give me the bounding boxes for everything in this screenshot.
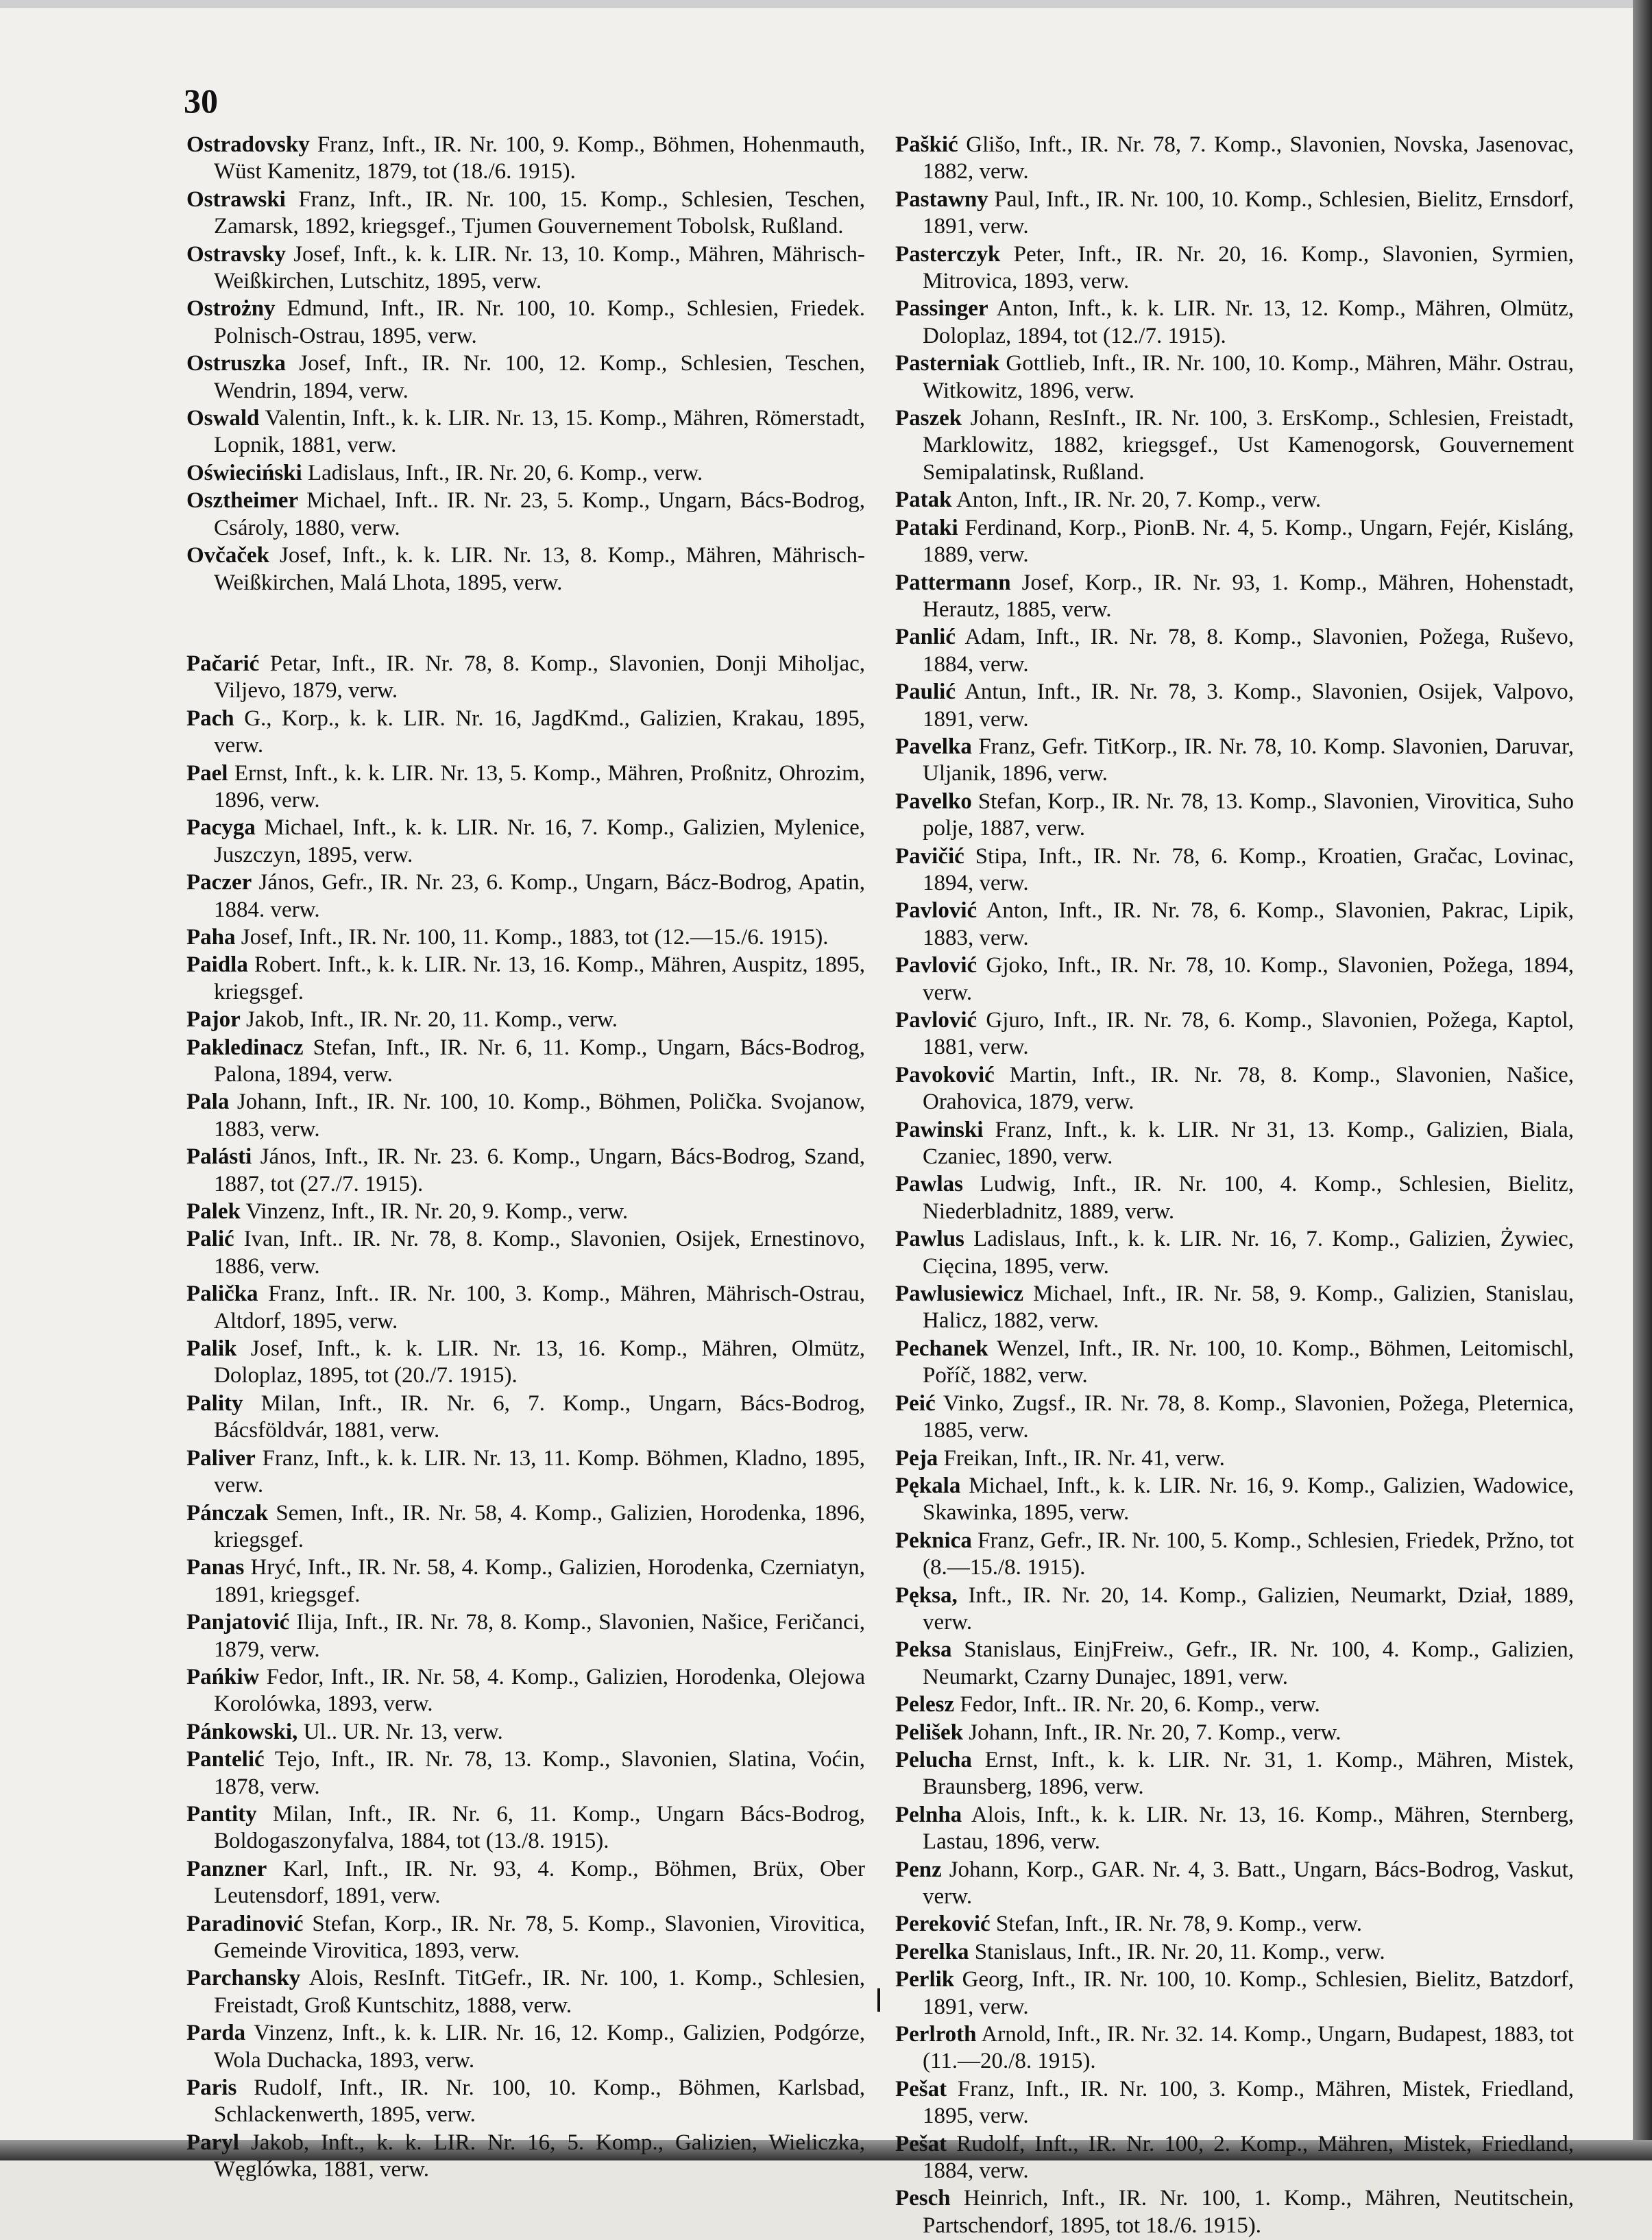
entry-details: Edmund, Inft., IR. Nr. 100, 10. Komp., Schlesien, Friedek. Polnisch-Ostrau, 1895, verw. [214,296,865,348]
casualty-entry [895,952,1574,1007]
casualty-entry [895,1747,1574,1801]
entry-surname: Pality [186,1390,243,1416]
entry-surname: Peja [895,1445,938,1471]
casualty-entry [895,570,1574,624]
entry-details: Franz, Inft., IR. Nr. 100, 15. Komp., Schlesien, Teschen, Zamarsk, 1892, kriegsgef., Tjumen Gouvernement Tobolsk, Rußland. [214,186,866,239]
entry-surname: Patak [895,487,952,513]
entry-details: Johann, Korp., GAR. Nr. 4, 3. Batt., Ungarn, Bács-Bodrog, Vaskut, verw. [923,1857,1574,1909]
casualty-entry [186,1719,865,1746]
entry-surname: Pantity [186,1801,257,1827]
entry-details: Valentin, Inft., k. k. LIR. Nr. 13, 15. Komp., Mähren, Römerstadt, Lopnik, 1881, verw. [214,406,865,458]
casualty-entry [186,1281,865,1335]
entry-details: Semen, Inft., IR. Nr. 58, 4. Komp., Galizien, Horodenka, 1896, kriegsgef. [214,1500,866,1552]
casualty-entry [895,1062,1574,1116]
entry-details: Stefan, Korp., IR. Nr. 78, 13. Komp., Slavonien, Virovitica, Suho polje, 1887, verw. [923,788,1574,841]
entry-surname: Pesch [895,2186,951,2211]
entry-details: Ladislaus, Inft., IR. Nr. 20, 6. Komp., verw. [307,460,703,485]
entry-details: Vinzenz, Inft., IR. Nr. 20, 9. Komp., verw. [245,1199,629,1225]
entry-surname: Paškić [895,132,958,157]
entry-details: Alois, Inft., k. k. LIR. Nr. 13, 16. Komp., Mähren, Sternberg, Lastau, 1896, verw. [923,1802,1574,1855]
entry-surname: Paidla [186,952,248,978]
casualty-entry [895,843,1574,898]
casualty-entry [895,788,1574,843]
entry-surname: Pawlusiewicz [895,1281,1023,1307]
casualty-entry [895,1336,1574,1390]
entry-surname: Paryl [186,2130,239,2155]
casualty-entry [186,1554,865,1609]
entry-details: Ludwig, Inft., IR. Nr. 100, 4. Komp., Schlesien, Bielitz, Niederbladnitz, 1889, verw. [923,1172,1574,1224]
entry-surname: Passinger [895,296,988,322]
entry-surname: Pavelko [895,788,972,814]
entry-surname: Pajor [186,1007,241,1033]
casualty-entry [186,952,865,1006]
casualty-entry [895,624,1574,678]
entry-details: Michael, Inft.. IR. Nr. 23, 5. Komp., Ungarn, Bács-Bodrog, Csároly, 1880, verw. [214,488,865,540]
entry-details: Ernst, Inft., k. k. LIR. Nr. 13, 5. Komp., Mähren, Proßnitz, Ohrozim, 1896, verw. [214,760,866,812]
entry-surname: Pešat [895,2131,947,2156]
entry-surname: Osztheimer [186,488,299,514]
entry-details: Jakob, Inft., IR. Nr. 20, 11. Komp., verw. [246,1007,618,1033]
entry-surname: Panjatović [186,1610,290,1635]
casualty-entry [895,1857,1574,1911]
casualty-entry [895,734,1574,788]
casualty-entry [895,1226,1574,1280]
entry-details: Franz, Inft., IR. Nr. 100, 9. Komp., Böhmen, Hohenmauth, Wüst Kamenitz, 1879, tot (18./6. 1915). [214,132,865,184]
entry-details: Fedor, Inft.. IR. Nr. 20, 6. Komp., verw. [960,1692,1320,1718]
entry-surname: Pánczak [186,1500,269,1526]
entry-details: Arnold, Inft., IR. Nr. 32. 14. Komp., Ungarn, Budapest, 1883, tot (11.—20./8. 1915). [923,2022,1574,2074]
entry-surname: Paha [186,924,236,950]
entry-details: Karl, Inft., IR. Nr. 93, 4. Komp., Böhmen, Brüx, Ober Leutensdorf, 1891, verw. [214,1856,866,1909]
entry-details: Petar, Inft., IR. Nr. 78, 8. Komp., Slavonien, Donji Miholjac, Viljevo, 1879, verw. [214,651,865,703]
entry-surname: Pánkowski, [186,1719,298,1744]
casualty-entry [186,924,865,951]
entry-surname: Paulić [895,679,956,705]
entry-surname: Pelucha [895,1747,972,1772]
casualty-entry [186,1801,865,1855]
casualty-entry [895,1720,1574,1746]
entry-surname: Palásti [186,1144,252,1170]
entry-details: Inft., IR. Nr. 20, 14. Komp., Galizien, Neumarkt, Dział, 1889, verw. [923,1582,1575,1635]
entry-details: Michael, Inft., k. k. LIR. Nr. 16, 9. Komp., Galizien, Wadowice, Skawinka, 1895, verw. [923,1473,1574,1526]
casualty-entry [186,405,865,459]
entry-surname: Pattermann [895,570,1011,595]
casualty-entry [186,2130,865,2184]
casualty-entry [186,1007,865,1033]
scan-top-edge [0,0,1652,8]
casualty-entry [186,241,865,296]
entry-details: Josef, Inft., IR. Nr. 100, 11. Komp., 1883, tot (12.—15./6. 1915). [241,924,829,950]
casualty-entry [895,1691,1574,1718]
entry-details: Adam, Inft., IR. Nr. 78, 8. Komp., Slavonien, Požega, Ruševo, 1884, verw. [923,625,1574,677]
entry-surname: Ostravsky [186,241,286,267]
entry-surname: Pach [186,706,234,731]
entry-details: Milan, Inft., IR. Nr. 6, 7. Komp., Ungarn, Bács-Bodrog, Bácsföldvár, 1881, verw. [214,1390,865,1443]
entry-surname: Ostrożny [186,296,276,322]
casualty-entry [186,1746,865,1801]
entry-surname: Perlroth [895,2022,977,2047]
entry-details: Vinko, Zugsf., IR. Nr. 78, 8. Komp., Slavonien, Požega, Pleternica, 1885, verw. [923,1390,1574,1443]
entry-details: Milan, Inft., IR. Nr. 6, 11. Komp., Ungarn Bács-Bodrog, Boldogaszonyfalva, 1884, tot (13./8. 1915). [214,1801,866,1854]
entry-surname: Ostrawski [186,186,286,212]
entry-surname: Palička [186,1281,258,1307]
casualty-entry [186,2075,865,2129]
entry-details: Georg, Inft., IR. Nr. 100, 10. Komp., Schlesien, Bielitz, Batzdorf, 1891, verw. [923,1967,1575,2019]
casualty-entry [186,760,865,815]
casualty-entry [186,1089,865,1143]
left-column [186,132,865,2184]
right-column [895,132,1574,2240]
page-number: 30 [184,82,218,120]
casualty-entry [895,1637,1574,1691]
casualty-entry [186,186,865,241]
entry-details: Freikan, Inft., IR. Nr. 41, verw. [943,1445,1225,1471]
entry-surname: Pael [186,760,228,786]
entry-details: Anton, Inft., IR. Nr. 20, 7. Komp., verw. [956,487,1322,513]
entry-details: Stanislaus, EinjFreiw., Gefr., IR. Nr. 100, 4. Komp., Galizien, Neumarkt, Czarny Dunajec, 1891, verw. [923,1637,1575,1689]
entry-details: Stefan, Inft., IR. Nr. 78, 9. Komp., verw. [995,1912,1362,1937]
entry-surname: Pęksa, [895,1582,958,1608]
casualty-entry [186,132,865,186]
casualty-entry [895,2131,1574,2185]
entry-details: Ul.. UR. Nr. 13, verw. [303,1719,503,1744]
entry-surname: Palek [186,1199,241,1225]
entry-details: Robert. Inft., k. k. LIR. Nr. 13, 16. Komp., Mähren, Auspitz, 1895, kriegsgef. [214,952,865,1004]
entry-details: Vinzenz, Inft., k. k. LIR. Nr. 16, 12. Komp., Galizien, Podgórze, Wola Duchacka, 1893, verw. [214,2021,865,2073]
entry-surname: Oświeciński [186,460,302,485]
casualty-entry [895,1582,1574,1637]
entry-details: Rudolf, Inft., IR. Nr. 100, 2. Komp., Mähren, Mistek, Friedland, 1884, verw. [923,2131,1575,2184]
entry-surname: Pawlus [895,1227,964,1252]
entry-details: Anton, Inft., k. k. LIR. Nr. 13, 12. Komp., Mähren, Olmütz, Doloplaz, 1894, tot (12./7. 1915). [923,296,1574,348]
entry-surname: Paszek [895,406,962,431]
entry-surname: Pastawny [895,186,988,212]
casualty-entry [186,1856,865,1910]
entry-details: Gottlieb, Inft., IR. Nr. 100, 10. Komp., Mähren, Mähr. Ostrau, Witkowitz, 1896, verw. [923,351,1575,403]
entry-surname: Paczer [186,870,252,895]
entries-o-section [186,132,865,597]
entry-details: Antun, Inft., IR. Nr. 78, 3. Komp., Slavonien, Osijek, Valpovo, 1891, verw. [923,679,1574,732]
casualty-entry [895,1966,1574,2021]
entry-surname: Pataki [895,515,958,540]
entry-details: Johann, ResInft., IR. Nr. 100, 3. ErsKomp., Schlesien, Freistadt, Marklowitz, 1882, kriegsgef., Ust Kamenogorsk, Gouvernement Semipalatinsk, Rußland. [923,406,1574,485]
entry-surname: Pękala [895,1473,961,1498]
casualty-entry [895,679,1574,733]
entry-surname: Penz [895,1857,942,1882]
entry-details: Stanislaus, Inft., IR. Nr. 20, 11. Komp., verw. [974,1939,1385,1964]
section-gap [186,597,865,651]
entry-surname: Panlić [895,625,956,650]
entry-surname: Perelka [895,1939,969,1964]
entry-surname: Pańkiw [186,1664,260,1689]
casualty-entry [186,1664,865,1718]
casualty-entry [895,1802,1574,1856]
entry-details: Michael, Inft., k. k. LIR. Nr. 16, 7. Komp., Galizien, Mylenice, Juszczyn, 1895, verw. [214,815,866,867]
entry-surname: Pelišek [895,1720,963,1745]
entry-details: Gjuro, Inft., IR. Nr. 78, 6. Komp., Slavonien, Požega, Kaptol, 1881, verw. [923,1008,1575,1060]
entry-surname: Pacyga [186,815,256,841]
entry-surname: Pelesz [895,1692,955,1718]
entry-details: Stefan, Inft., IR. Nr. 6, 11. Komp., Ungarn, Bács-Bodrog, Palona, 1894, verw. [214,1035,865,1087]
entry-surname: Palić [186,1227,234,1252]
entry-details: Ernst, Inft., k. k. LIR. Nr. 31, 1. Komp., Mähren, Mistek, Braunsberg, 1896, verw. [923,1747,1575,1800]
casualty-entry [186,1199,865,1225]
entry-details: Josef, Inft., k. k. LIR. Nr. 13, 8. Komp., Mähren, Mährisch-Weißkirchen, Malá Lhota, 1895, verw. [214,543,865,595]
casualty-entry [895,2185,1574,2239]
entry-details: Tejo, Inft., IR. Nr. 78, 13. Komp., Slavonien, Slatina, Voćin, 1878, verw. [214,1747,866,1799]
entry-surname: Parda [186,2021,246,2046]
casualty-entry [186,815,865,869]
casualty-entry [186,1445,865,1500]
casualty-entry [895,132,1574,186]
scan-right-edge [1633,0,1652,2160]
entry-surname: Pechanek [895,1336,988,1361]
casualty-entry [186,651,865,705]
entry-surname: Pavoković [895,1062,995,1087]
entry-details: Michael, Inft., IR. Nr. 58, 9. Komp., Galizien, Stanislau, Halicz, 1882, verw. [923,1281,1575,1334]
entry-surname: Pavlović [895,1008,977,1033]
casualty-entry [186,1500,865,1554]
casualty-entry [186,2020,865,2074]
entry-details: Jakob, Inft., k. k. LIR. Nr. 16, 5. Komp., Galizien, Wieliczka, Węglówka, 1881, verw. [214,2130,865,2182]
casualty-entry [895,2076,1574,2130]
casualty-entry [895,1445,1574,1472]
entry-surname: Pawlas [895,1172,963,1197]
casualty-entry [186,1144,865,1198]
entry-details: Martin, Inft., IR. Nr. 78, 8. Komp., Slavonien, Našice, Orahovica, 1879, verw. [923,1062,1575,1115]
casualty-entry [895,1939,1574,1966]
casualty-entry [895,405,1574,486]
casualty-entry [895,2021,1574,2075]
casualty-entry [186,1965,865,2019]
entry-details: Alois, ResInft. TitGefr., IR. Nr. 100, 1. Komp., Schlesien, Freistadt, Groß Kuntschitz, 1888, verw. [214,1966,865,2018]
casualty-entry [895,1117,1574,1171]
casualty-entry [186,1390,865,1445]
entry-details: Franz, Inft., k. k. LIR. Nr. 13, 11. Komp. Böhmen, Kladno, 1895, verw. [214,1445,865,1498]
casualty-entry [895,1390,1574,1445]
casualty-entry [895,898,1574,952]
entries-pa-pe-section [895,132,1574,2239]
casualty-entry [895,350,1574,405]
casualty-entry [186,1911,865,1965]
entry-surname: Pavelka [895,734,972,759]
entry-details: János, Inft., IR. Nr. 23. 6. Komp., Ungarn, Bács-Bodrog, Szand, 1887, tot (27./7. 1915). [214,1144,865,1196]
entry-details: Fedor, Inft., IR. Nr. 58, 4. Komp., Galizien, Horodenka, Olejowa Korolówka, 1893, verw. [214,1664,865,1717]
entry-surname: Pavičić [895,843,964,869]
entry-details: Franz, Gefr., IR. Nr. 100, 5. Komp., Schlesien, Friedek, Pržno, tot (8.—15./8. 1915). [923,1528,1574,1580]
casualty-entry [186,542,865,597]
entry-surname: Peknica [895,1528,972,1553]
entry-surname: Paliver [186,1445,256,1471]
casualty-entry [895,1911,1574,1938]
casualty-entry [186,1035,865,1089]
casualty-entry [186,706,865,760]
entry-surname: Pešat [895,2076,947,2101]
entry-surname: Pačarić [186,651,260,676]
entry-details: Josef, Korp., IR. Nr. 93, 1. Komp., Mähren, Hohenstadt, Herautz, 1885, verw. [923,570,1575,622]
casualty-entry [186,1609,865,1663]
entry-details: Johann, Inft., IR. Nr. 20, 7. Komp., verw. [969,1720,1341,1745]
entries-pa-section [186,651,865,2184]
entry-surname: Panas [186,1555,245,1580]
entry-surname: Pawinski [895,1117,984,1142]
entry-details: Peter, Inft., IR. Nr. 20, 16. Komp., Slavonien, Syrmien, Mitrovica, 1893, verw. [923,241,1574,294]
casualty-entry [895,515,1574,569]
casualty-entry [895,241,1574,296]
entry-surname: Pasterczyk [895,241,1001,267]
entry-details: Anton, Inft., IR. Nr. 78, 6. Komp., Slavonien, Pakrac, Lipik, 1883, verw. [923,898,1574,950]
entry-details: Johann, Inft., IR. Nr. 100, 10. Komp., Böhmen, Polička. Svojanow, 1883, verw. [214,1089,865,1142]
entry-details: Josef, Inft., k. k. LIR. Nr. 13, 10. Komp., Mähren, Mährisch-Weißkirchen, Lutschitz, 1895, verw. [214,241,865,294]
entry-surname: Palik [186,1336,237,1362]
entry-surname: Ostruszka [186,351,286,376]
entry-details: Ivan, Inft.. IR. Nr. 78, 8. Komp., Slavonien, Osijek, Ernestinovo, 1886, verw. [214,1227,866,1279]
casualty-entry [186,1336,865,1390]
casualty-entry [186,869,865,924]
entry-surname: Pavlović [895,898,977,924]
entry-details: G., Korp., k. k. LIR. Nr. 16, JagdKmd., Galizien, Krakau, 1895, verw. [214,706,865,758]
entry-details: Ferdinand, Korp., PionB. Nr. 4, 5. Komp., Ungarn, Fejér, Kisláng, 1889, verw. [923,515,1574,568]
casualty-entry [895,1007,1574,1061]
entry-details: Ladislaus, Inft., k. k. LIR. Nr. 16, 7. Komp., Galizien, Żywiec, Cięcina, 1895, verw. [923,1227,1574,1279]
entry-details: Heinrich, Inft., IR. Nr. 100, 1. Komp., Mähren, Neutitschein, Partschendorf, 1895, tot 18./6. 1915). [923,2186,1575,2238]
entry-surname: Pavlović [895,953,977,978]
entry-surname: Ovčaček [186,543,269,568]
entry-surname: Paradinović [186,1911,304,1936]
casualty-entry [895,1171,1574,1225]
casualty-entry [895,296,1574,350]
casualty-entry [186,350,865,405]
entry-surname: Parchansky [186,1966,301,1991]
casualty-entry [895,1473,1574,1527]
casualty-entry [186,296,865,350]
entry-surname: Paris [186,2075,237,2101]
entry-surname: Oswald [186,406,260,431]
entry-details: Hryć, Inft., IR. Nr. 58, 4. Komp., Galizien, Horodenka, Czerniatyn, 1891, kriegsgef. [214,1555,865,1607]
entry-surname: Panzner [186,1856,267,1881]
entry-details: Wenzel, Inft., IR. Nr. 100, 10. Komp., Böhmen, Leitomischl, Poříč, 1882, verw. [923,1336,1574,1388]
entry-surname: Pereković [895,1912,991,1937]
entry-details: János, Gefr., IR. Nr. 23, 6. Komp., Ungarn, Bácz-Bodrog, Apatin, 1884. verw. [214,870,866,922]
casualty-entry [186,1226,865,1280]
casualty-entry [895,186,1574,241]
entry-details: Franz, Gefr. TitKorp., IR. Nr. 78, 10. Komp. Slavonien, Daruvar, Uljanik, 1896, verw. [923,734,1575,786]
entry-details: Paul, Inft., IR. Nr. 100, 10. Komp., Schlesien, Bielitz, Ernsdorf, 1891, verw. [923,186,1574,239]
entry-details: Josef, Inft., k. k. LIR. Nr. 13, 16. Komp., Mähren, Olmütz, Doloplaz, 1895, tot (20./7. 1915). [214,1336,865,1388]
entry-surname: Ostradovsky [186,132,310,157]
entry-surname: Peksa [895,1637,952,1663]
entry-surname: Pasterniak [895,351,1000,376]
entry-details: Josef, Inft., IR. Nr. 100, 12. Komp., Schlesien, Teschen, Wendrin, 1894, verw. [214,351,866,403]
entry-surname: Pakledinacz [186,1035,304,1060]
entry-details: Ilija, Inft., IR. Nr. 78, 8. Komp., Slavonien, Našice, Feričanci, 1879, verw. [214,1610,866,1662]
entry-details: Glišo, Inft., IR. Nr. 78, 7. Komp., Slavonien, Novska, Jasenovac, 1882, verw. [923,132,1574,184]
entry-details: Franz, Inft., IR. Nr. 100, 3. Komp., Mähren, Mistek, Friedland, 1895, verw. [923,2076,1574,2129]
casualty-entry [186,460,865,487]
casualty-entry [895,1281,1574,1335]
entry-surname: Pantelić [186,1747,265,1772]
entry-surname: Peić [895,1390,936,1416]
entry-surname: Pelnha [895,1802,962,1827]
entry-details: Gjoko, Inft., IR. Nr. 78, 10. Komp., Slavonien, Požega, 1894, verw. [923,953,1574,1005]
entry-details: Rudolf, Inft., IR. Nr. 100, 10. Komp., Böhmen, Karlsbad, Schlackenwerth, 1895, verw. [214,2075,865,2128]
entry-details: Franz, Inft., k. k. LIR. Nr 31, 13. Komp., Galizien, Biala, Czaniec, 1890, verw. [923,1117,1575,1170]
entry-details: Stefan, Korp., IR. Nr. 78, 5. Komp., Slavonien, Virovitica, Gemeinde Virovitica, 1893, verw. [214,1911,865,1963]
entry-details: Franz, Inft.. IR. Nr. 100, 3. Komp., Mähren, Mährisch-Ostrau, Altdorf, 1895, verw. [214,1281,866,1334]
casualty-entry [186,487,865,542]
column-divider-tick [877,1988,880,2012]
entry-details: Stipa, Inft., IR. Nr. 78, 6. Komp., Kroatien, Gračac, Lovinac, 1894, verw. [923,843,1575,895]
casualty-entry [895,487,1574,514]
entry-surname: Pala [186,1089,230,1115]
entry-surname: Perlik [895,1967,955,1992]
casualty-entry [895,1528,1574,1582]
